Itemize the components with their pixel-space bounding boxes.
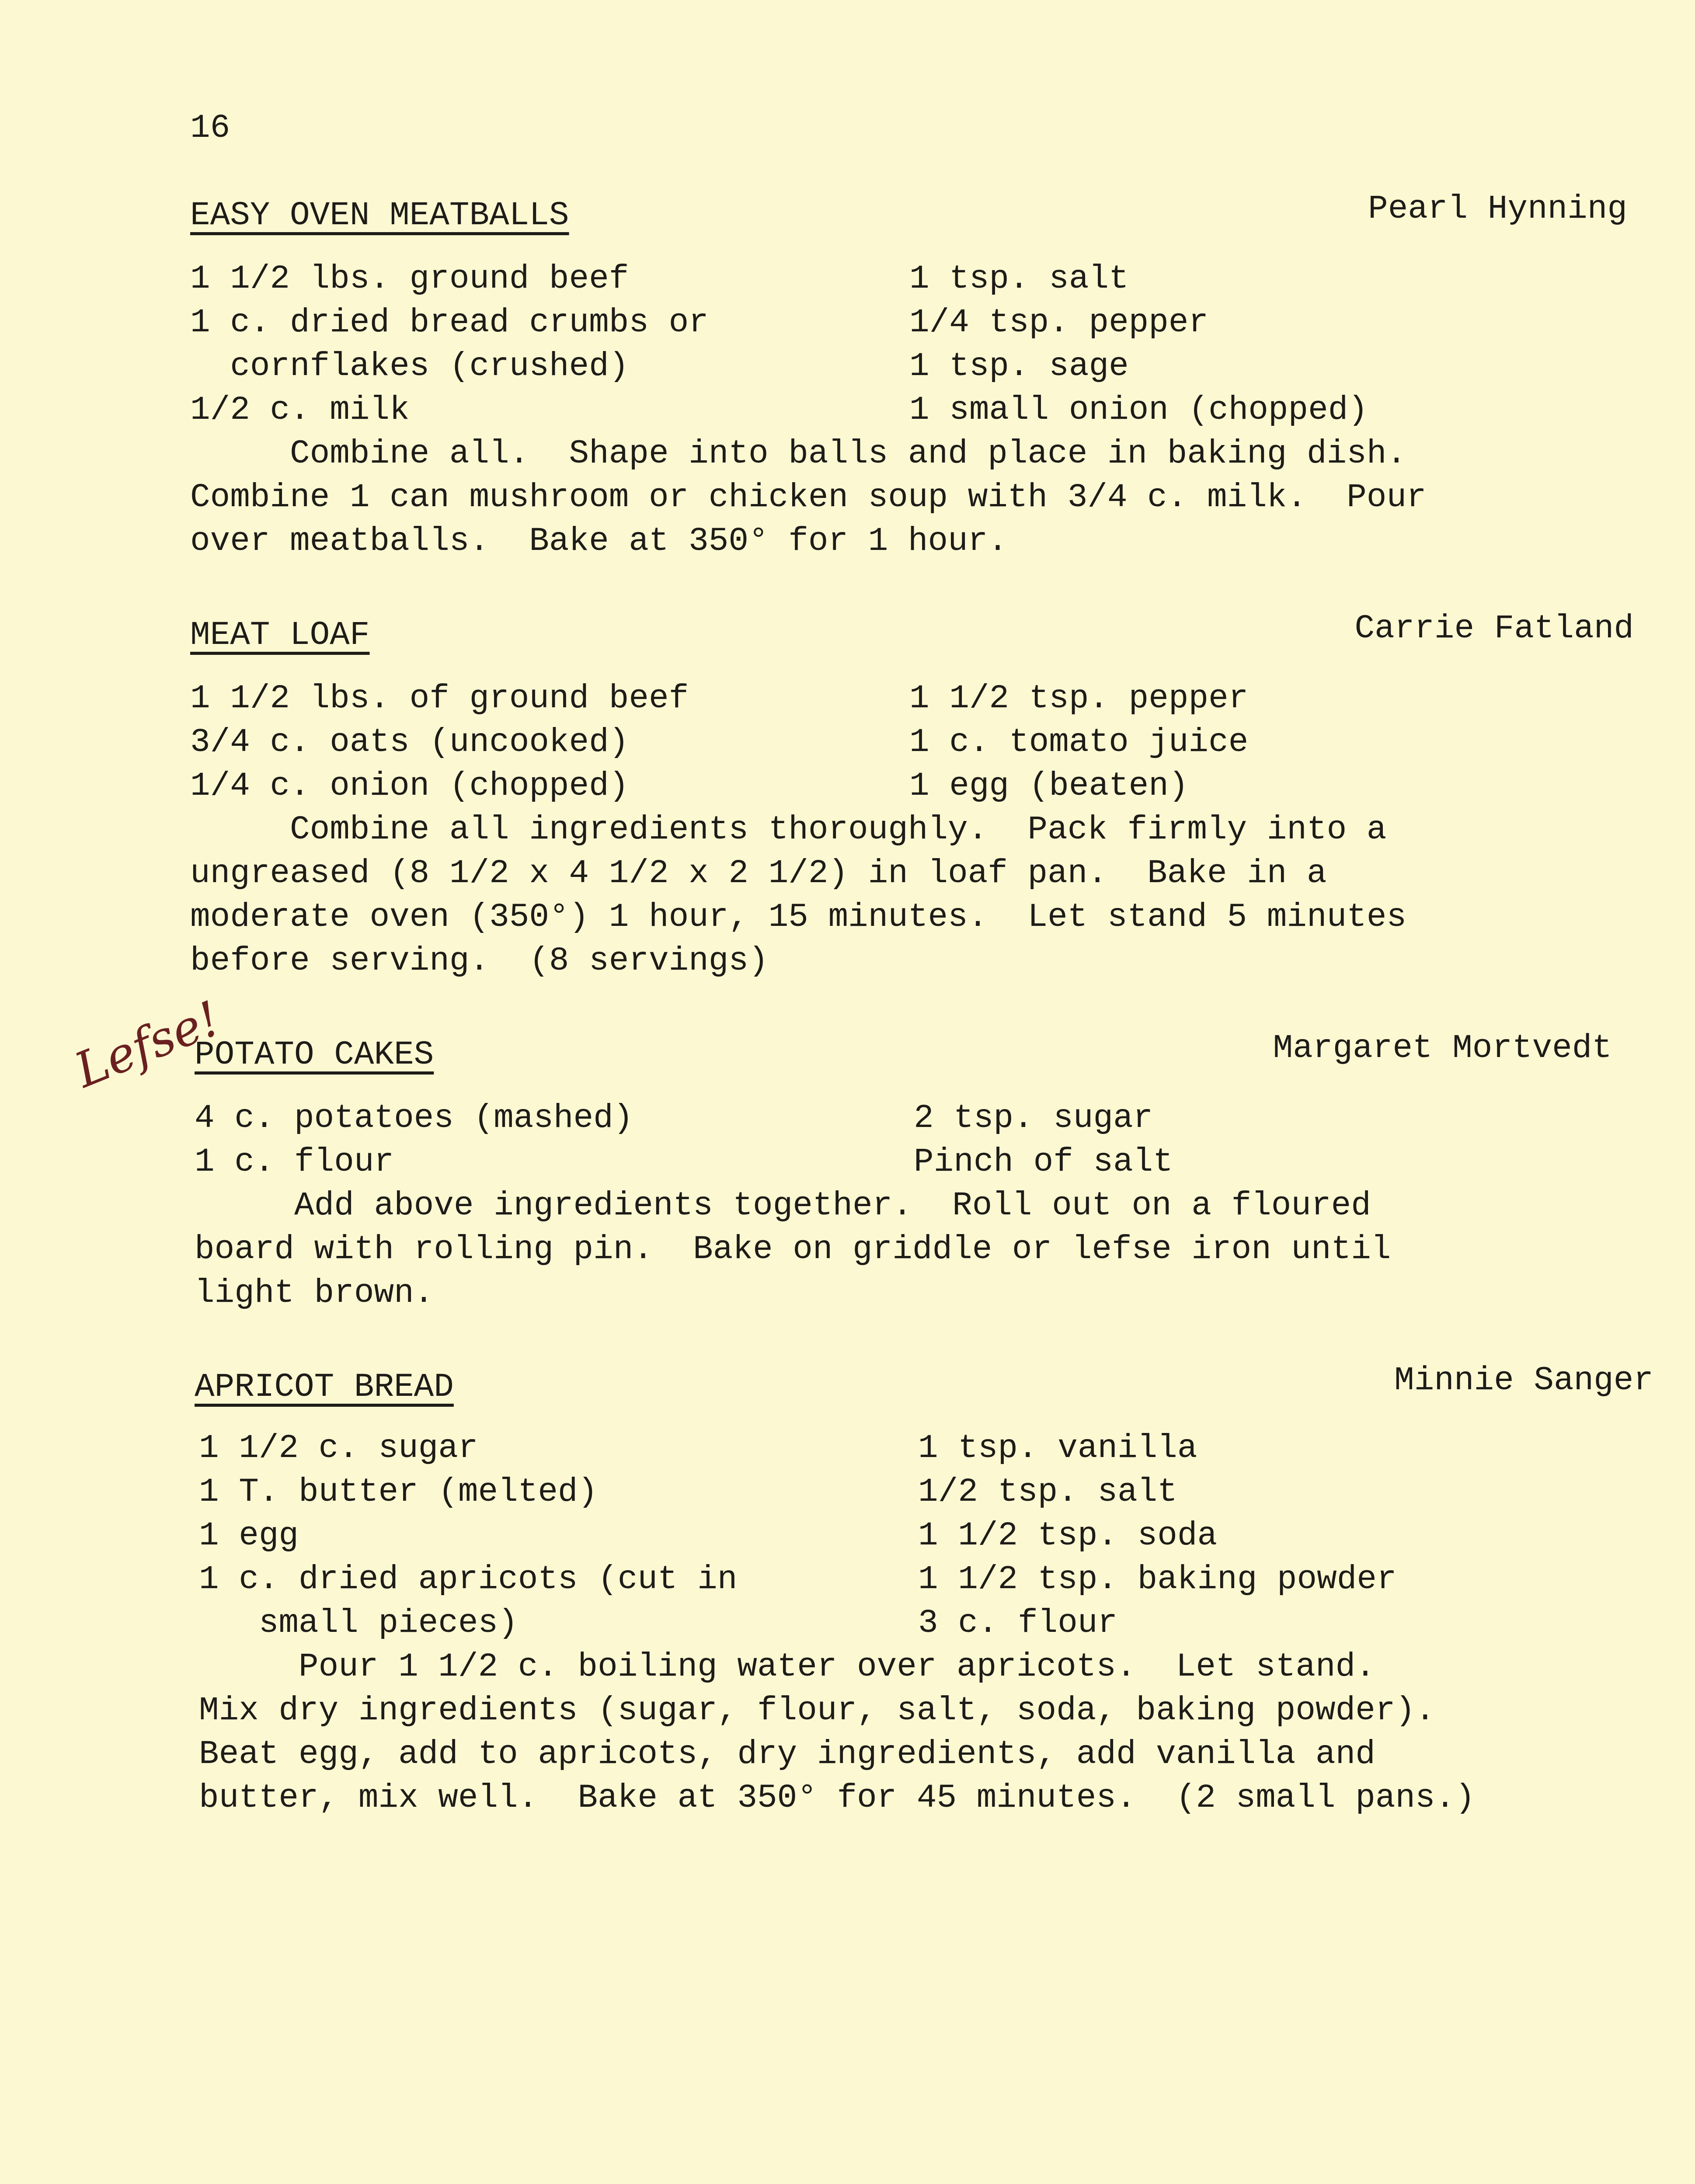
- ingredient: 3/4 c. oats (uncooked): [190, 723, 629, 761]
- direction-line: Combine all. Shape into balls and place in baking dish.: [190, 435, 1407, 473]
- recipe-title: MEAT LOAF: [190, 616, 370, 654]
- direction-line: over meatballs. Bake at 350° for 1 hour.: [190, 522, 1008, 560]
- ingredient: 3 c. flour: [918, 1604, 1118, 1642]
- recipe-title: EASY OVEN MEATBALLS: [190, 197, 569, 234]
- ingredient: 1 tsp. salt: [909, 260, 1129, 298]
- ingredient: Pinch of salt: [914, 1143, 1173, 1181]
- recipe-author: Minnie Sanger: [1394, 1362, 1653, 1399]
- recipe-title: APRICOT BREAD: [195, 1368, 454, 1406]
- recipe-title: POTATO CAKES: [195, 1036, 434, 1074]
- direction-line: Mix dry ingredients (sugar, flour, salt, soda, baking powder).: [199, 1692, 1435, 1729]
- direction-line: Beat egg, add to apricots, dry ingredients, add vanilla and: [199, 1735, 1375, 1773]
- margin-note-handwritten: Lefse!: [67, 990, 228, 1099]
- ingredient: 4 c. potatoes (mashed): [195, 1099, 633, 1137]
- direction-line: Pour 1 1/2 c. boiling water over apricots. Let stand.: [199, 1648, 1375, 1686]
- ingredient: 1 c. flour: [195, 1143, 394, 1181]
- ingredient: 1 T. butter (melted): [199, 1473, 598, 1511]
- direction-line: Add above ingredients together. Roll out on a floured: [195, 1187, 1371, 1224]
- direction-line: board with rolling pin. Bake on griddle or lefse iron until: [195, 1231, 1391, 1268]
- direction-line: light brown.: [195, 1274, 434, 1312]
- direction-line: Combine all ingredients thoroughly. Pack firmly into a: [190, 811, 1387, 849]
- ingredient: 1 small onion (chopped): [909, 391, 1368, 429]
- direction-line: butter, mix well. Bake at 350° for 45 minutes. (2 small pans.): [199, 1779, 1475, 1817]
- ingredient: 1 1/2 tsp. pepper: [909, 680, 1249, 717]
- ingredient: 1 1/2 lbs. ground beef: [190, 260, 629, 298]
- ingredient: 1 egg: [199, 1517, 299, 1555]
- page-number: 16: [190, 109, 230, 147]
- ingredient: 1 1/2 tsp. soda: [918, 1517, 1218, 1555]
- recipe-author: Margaret Mortvedt: [1273, 1029, 1612, 1067]
- ingredient: 1 c. dried apricots (cut in: [199, 1561, 738, 1598]
- ingredient: 1/2 tsp. salt: [918, 1473, 1177, 1511]
- direction-line: before serving. (8 servings): [190, 942, 769, 980]
- ingredient: 1 egg (beaten): [909, 767, 1189, 805]
- ingredient: 1 tsp. vanilla: [918, 1429, 1197, 1467]
- ingredient: 1/4 tsp. pepper: [909, 304, 1209, 341]
- direction-line: moderate oven (350°) 1 hour, 15 minutes. Let stand 5 minutes: [190, 898, 1407, 936]
- direction-line: Combine 1 can mushroom or chicken soup with 3/4 c. milk. Pour: [190, 479, 1427, 516]
- ingredient: cornflakes (crushed): [190, 348, 629, 385]
- ingredient: 1 1/2 c. sugar: [199, 1429, 478, 1467]
- direction-line: ungreased (8 1/2 x 4 1/2 x 2 1/2) in loaf pan. Bake in a: [190, 855, 1327, 892]
- ingredient: 1 1/2 tsp. baking powder: [918, 1561, 1397, 1598]
- ingredient: 1 1/2 lbs. of ground beef: [190, 680, 689, 717]
- ingredient: 1/4 c. onion (chopped): [190, 767, 629, 805]
- ingredient: 1/2 c. milk: [190, 391, 410, 429]
- ingredient: 1 c. dried bread crumbs or: [190, 304, 709, 341]
- ingredient: 1 c. tomato juice: [909, 723, 1249, 761]
- recipe-author: Pearl Hynning: [1368, 190, 1627, 228]
- ingredient: small pieces): [199, 1604, 518, 1642]
- recipe-author: Carrie Fatland: [1354, 610, 1634, 647]
- ingredient: 2 tsp. sugar: [914, 1099, 1153, 1137]
- ingredient: 1 tsp. sage: [909, 348, 1129, 385]
